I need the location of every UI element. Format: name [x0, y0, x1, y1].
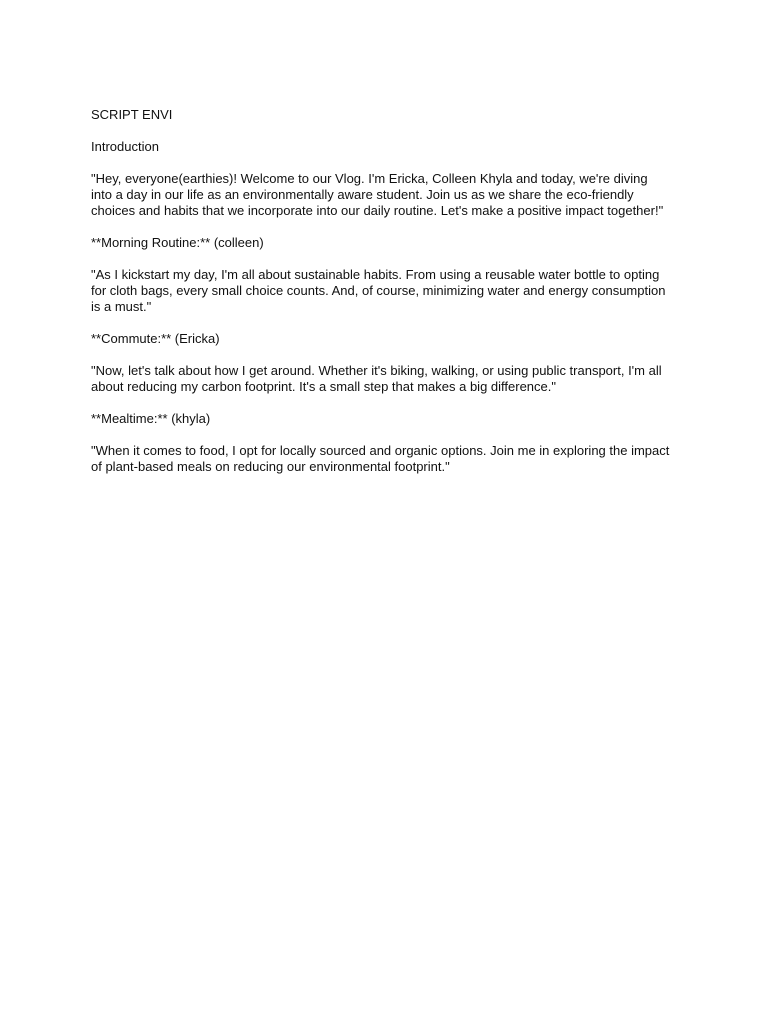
- document-page: [91, 107, 671, 491]
- commute-paragraph: "Now, let's talk about how I get around. Whether it's biking, walking, or using public transport, I'm all about reducing my carbon footprint. It's a small step that makes a big difference.": [91, 363, 662, 394]
- section-heading-introduction: Introduction: [91, 139, 159, 154]
- introduction-paragraph: "Hey, everyone(earthies)! Welcome to our Vlog. I'm Ericka, Colleen Khyla and today, we're diving into a day in our life as an environmentally aware student. Join us as we share the eco-friendly choices and habits that we incorporate into our daily routine. Let's make a positive impact together!": [91, 171, 664, 218]
- mealtime-paragraph: "When it comes to food, I opt for locally sourced and organic options. Join me in exploring the impact of plant-based meals on reducing our environmental footprint.": [91, 443, 670, 474]
- section-heading-mealtime: **Mealtime:** (khyla): [91, 411, 211, 426]
- document-title: SCRIPT ENVI: [91, 107, 173, 122]
- section-heading-commute: **Commute:** (Ericka): [91, 331, 220, 346]
- section-heading-morning-routine: **Morning Routine:** (colleen): [91, 235, 264, 250]
- morning-routine-paragraph: "As I kickstart my day, I'm all about sustainable habits. From using a reusable water bottle to opting for cloth bags, every small choice counts. And, of course, minimizing water and energy consumption is a must.": [91, 267, 666, 314]
